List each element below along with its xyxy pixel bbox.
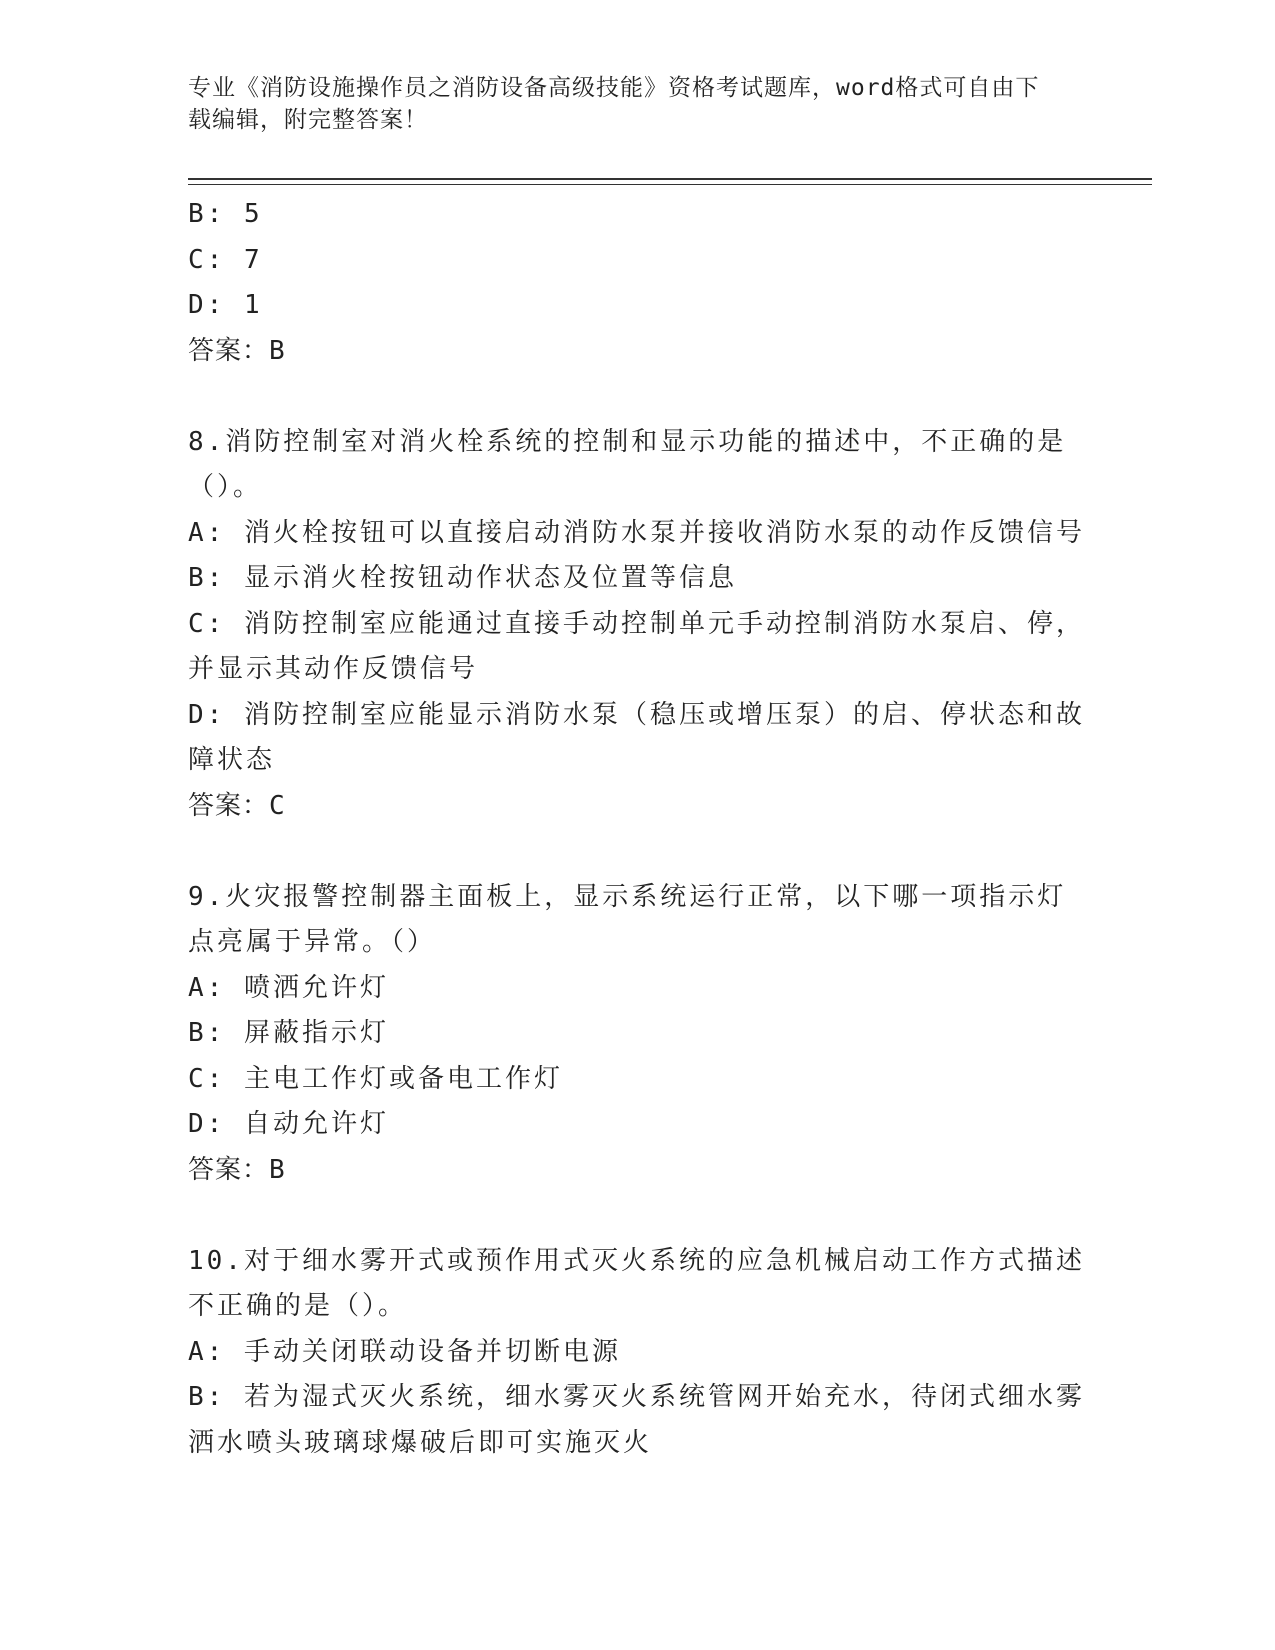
option-line: 障状态: [188, 745, 276, 775]
option-line: D: 1: [188, 290, 263, 320]
question-stem-line: 9.火灾报警控制器主面板上，显示系统运行正常，以下哪一项指示灯: [188, 881, 1067, 912]
answer-line: 答案：B: [188, 335, 286, 366]
option-line: A: 喷洒允许灯: [188, 972, 389, 1003]
option-line: A: 消火栓按钮可以直接启动消防水泵并接收消防水泵的动作反馈信号: [188, 517, 1085, 548]
question-stem-line: 不正确的是（）。: [188, 1291, 408, 1321]
option-line: C: 7: [188, 244, 263, 275]
header-line-2: 载编辑，附完整答案！: [188, 107, 428, 133]
prev-question-block: [188, 192, 1088, 374]
option-line: B: 若为湿式灭火系统，细水雾灭火系统管网开始充水，待闭式细水雾: [188, 1382, 1085, 1412]
question-10: [188, 1239, 1088, 1467]
question-9: [188, 875, 1088, 1194]
option-line: D: 自动允许灯: [188, 1109, 389, 1139]
option-line: B: 屏蔽指示灯: [188, 1018, 389, 1048]
answer-line: 答案：B: [188, 1154, 286, 1185]
question-content: [188, 192, 1088, 1466]
spacer: [188, 1193, 1088, 1239]
question-stem-line: 8.消防控制室对消火栓系统的控制和显示功能的描述中，不正确的是: [188, 426, 1067, 457]
question-stem-line: 点亮属于异常。（）: [188, 927, 437, 957]
option-line: B: 5: [188, 199, 263, 229]
option-line: 洒水喷头玻璃球爆破后即可实施灭火: [188, 1427, 653, 1458]
question-8: [188, 420, 1088, 830]
option-line: 并显示其动作反馈信号: [188, 654, 479, 684]
header-divider-thick: [188, 178, 1152, 180]
header-divider-thin: [188, 184, 1152, 185]
spacer: [188, 374, 1088, 420]
document-header: [188, 72, 1068, 136]
answer-line: 答案：C: [188, 790, 286, 821]
option-line: B: 显示消火栓按钮动作状态及位置等信息: [188, 563, 737, 593]
header-line-1: 专业《消防设施操作员之消防设备高级技能》资格考试题库，word格式可自由下: [188, 75, 1040, 101]
option-line: A: 手动关闭联动设备并切断电源: [188, 1336, 621, 1367]
question-stem-line: （）。: [188, 472, 263, 502]
option-line: C: 消防控制室应能通过直接手动控制单元手动控制消防水泵启、停，: [188, 608, 1085, 639]
spacer: [188, 829, 1088, 875]
option-line: D: 消防控制室应能显示消防水泵（稳压或增压泵）的启、停状态和故: [188, 699, 1085, 730]
option-line: C: 主电工作灯或备电工作灯: [188, 1063, 563, 1094]
question-stem-line: 10.对于细水雾开式或预作用式灭火系统的应急机械启动工作方式描述: [188, 1245, 1085, 1276]
